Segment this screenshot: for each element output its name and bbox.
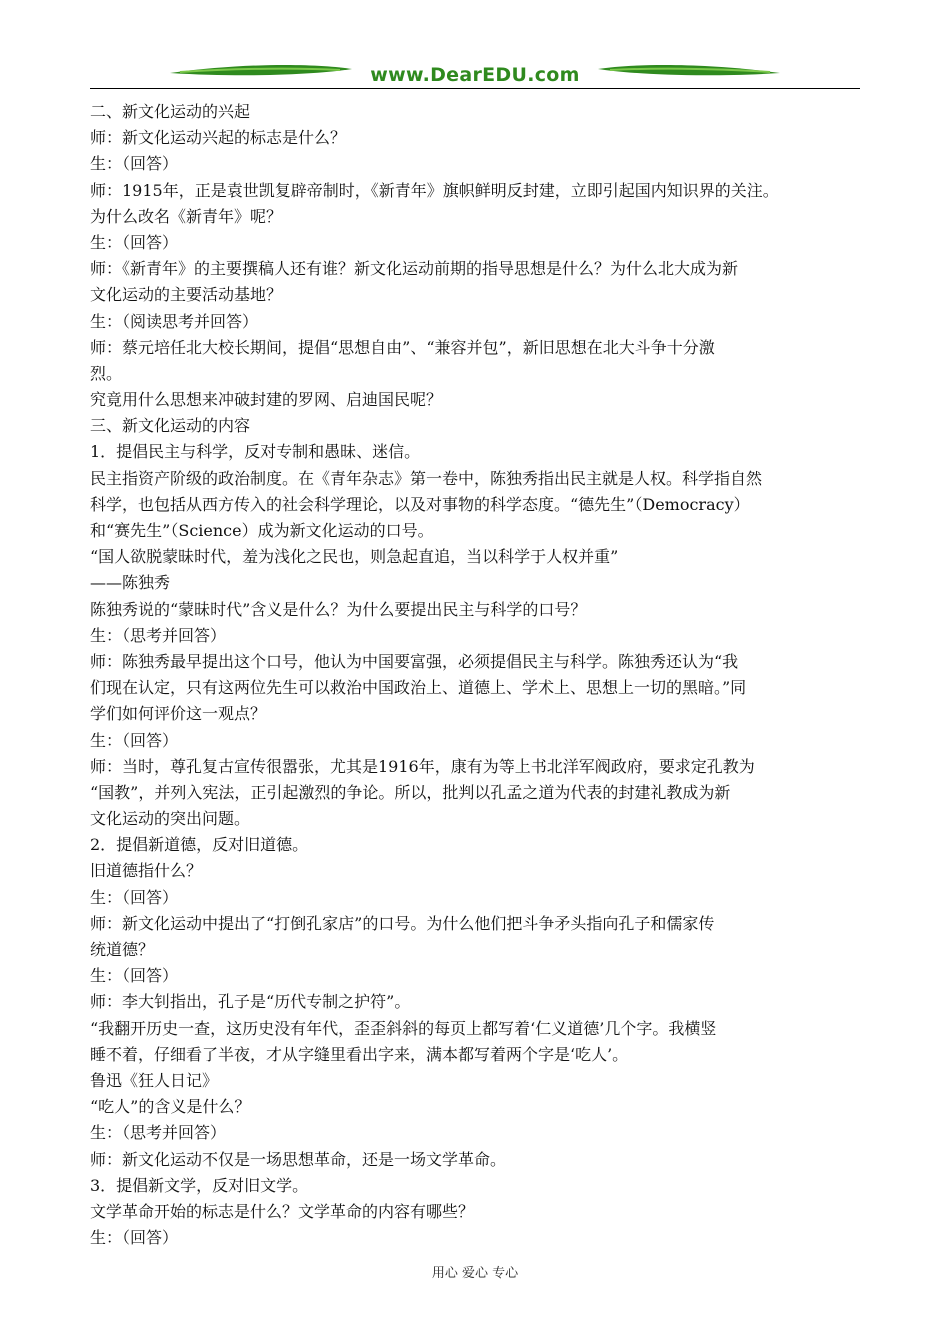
text-line: 统道德？	[90, 940, 155, 959]
text-line: 文学革命开始的标志是什么？文学革命的内容有哪些？	[90, 1201, 475, 1221]
text-line: 师：李大钊指出，孔子是“历代专制之护符”。	[90, 992, 411, 1012]
text-line: 师：新文化运动中提出了“打倒孔家店”的口号。为什么他们把斗争矛头指向孔子和儒家传	[90, 913, 715, 933]
text-line: “国人欲脱蒙昧时代，羞为浅化之民也，则急起直追，当以科学于人权并重”	[90, 547, 619, 567]
text-line: 为什么改名《新青年》呢？	[90, 206, 283, 226]
text-line: 1．提倡民主与科学，反对专制和愚昧、迷信。	[90, 442, 421, 462]
text-line: “我翻开历史一查，这历史没有年代，歪歪斜斜的每页上都写着‘仁义道德’几个字。我横竖	[90, 1018, 717, 1038]
text-line: 师：蔡元培任北大校长期间，提倡“思想自由”、“兼容并包”，新旧思想在北大斗争十分激	[90, 337, 715, 357]
text-line: 和“赛先生”（Science）成为新文化运动的口号。	[90, 521, 434, 540]
page-footer: 用心 爱心 专心	[431, 1266, 519, 1281]
text-line: 生：（回答）	[90, 730, 179, 750]
text-line: 三、新文化运动的内容	[90, 416, 251, 436]
text-line: 文化运动的突出问题。	[90, 809, 251, 829]
text-line: 学们如何评价这一观点？	[90, 704, 267, 724]
text-line: 师：《新青年》的主要撰稿人还有谁？新文化运动前期的指导思想是什么？为什么北大成为新	[90, 259, 739, 279]
text-line: 师：新文化运动兴起的标志是什么？	[90, 128, 347, 148]
text-line: 生：（回答）	[90, 887, 179, 907]
site-logo-text: www.DearEDU.com	[370, 64, 580, 86]
text-line: 生：（回答）	[90, 232, 179, 252]
text-line: 2．提倡新道德，反对旧道德。	[90, 835, 309, 855]
text-line: 生：（阅读思考并回答）	[90, 311, 259, 331]
text-line: 陈独秀说的“蒙昧时代”含义是什么？为什么要提出民主与科学的口号？	[90, 599, 587, 619]
text-line: 二、新文化运动的兴起	[90, 102, 251, 121]
text-line: 科学，也包括从西方传入的社会科学理论，以及对事物的科学态度。“德先生”（Democracy）	[90, 494, 750, 514]
text-line: 师：当时，尊孔复古宣传很嚣张，尤其是1916年，康有为等上书北洋军阀政府，要求定孔教为	[90, 756, 755, 776]
header-rule	[90, 88, 860, 89]
text-line: 生：（思考并回答）	[90, 1123, 227, 1143]
text-line: 旧道德指什么？	[90, 861, 203, 881]
text-line: “国教”，并列入宪法，正引起激烈的争论。所以，批判以孔孟之道为代表的封建礼教成为新	[90, 782, 731, 802]
text-line: 生：（回答）	[90, 966, 179, 986]
text-line: 师：1915年，正是袁世凯复辟帝制时，《新青年》旗帜鲜明反封建，立即引起国内知识界的关注。	[90, 180, 779, 200]
text-line: “吃人”的含义是什么？	[90, 1097, 251, 1117]
text-line: 们现在认定，只有这两位先生可以救治中国政治上、道德上、学术上、思想上一切的黑暗。”同	[90, 678, 747, 698]
text-line: 生：（回答）	[90, 154, 179, 174]
text-line: 烈。	[90, 363, 123, 383]
text-line: 3．提倡新文学，反对旧文学。	[90, 1175, 309, 1195]
text-line: ——陈独秀	[90, 573, 171, 593]
text-line: 究竟用什么思想来冲破封建的罗网、启迪国民呢？	[90, 390, 443, 410]
text-line: 生：（思考并回答）	[90, 625, 227, 645]
text-line: 文化运动的主要活动基地？	[90, 285, 283, 305]
text-line: 民主指资产阶级的政治制度。在《青年杂志》第一卷中，陈独秀指出民主就是人权。科学指自然	[90, 468, 763, 488]
text-line: 鲁迅《狂人日记》	[90, 1070, 219, 1090]
document-body	[90, 99, 865, 1251]
text-line: 睡不着，仔细看了半夜，才从字缝里看出字来，满本都写着两个字是‘吃人’。	[90, 1044, 629, 1064]
text-line: 生：（回答）	[90, 1228, 179, 1248]
page-header	[90, 56, 860, 90]
text-line: 师：新文化运动不仅是一场思想革命，还是一场文学革命。	[90, 1149, 507, 1169]
text-line: 师：陈独秀最早提出这个口号，他认为中国要富强，必须提倡民主与科学。陈独秀还认为“我	[90, 651, 739, 671]
